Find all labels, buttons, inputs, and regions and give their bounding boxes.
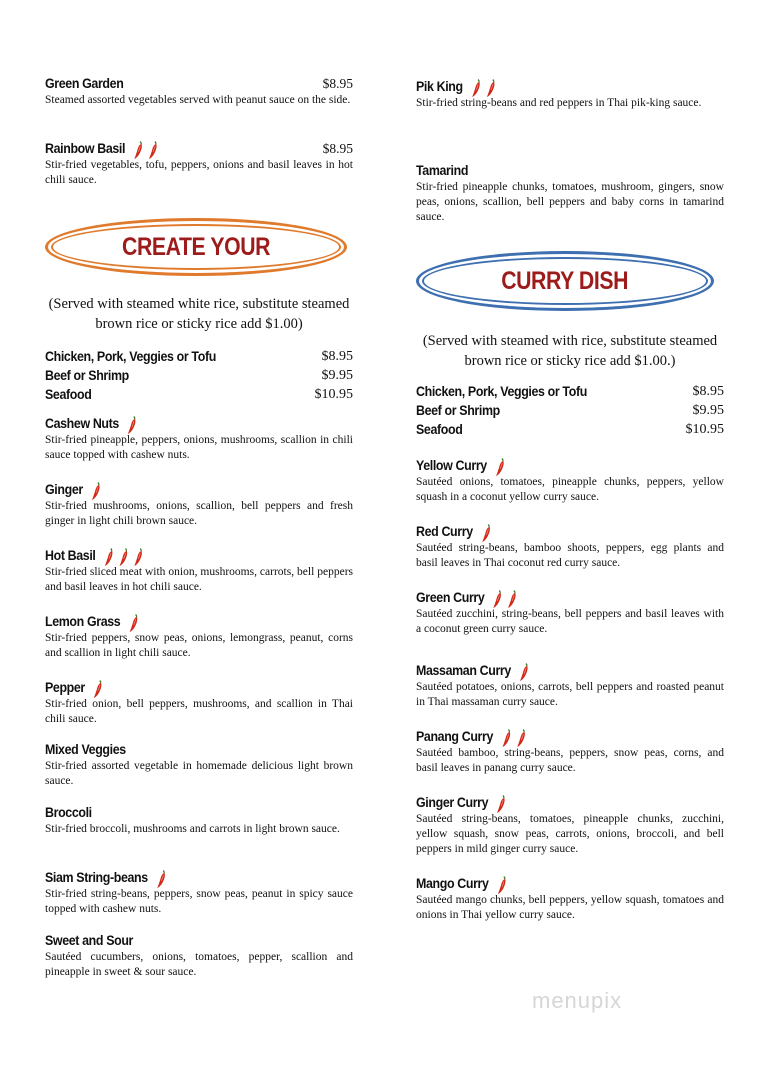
menu-item-tamarind (416, 162, 724, 225)
item-description: Stir-fried broccoli, mushrooms and carrots in light brown sauce. (45, 823, 340, 835)
spicy-indicator (476, 523, 491, 541)
item-description: Stir-fried onion, bell peppers, mushrooms, and scallion in Thai chili sauce. (45, 698, 353, 725)
item-name: Panang Curry (416, 729, 494, 744)
spicy-indicator (497, 728, 526, 746)
item-description: Sautéed onions, tomatoes, pineapple chunks, peppers, yellow squash in a coconut yellow curry sauce. (416, 476, 724, 503)
price-row: Seafood $10.95 (45, 386, 353, 402)
item-name: Rainbow Basil (45, 141, 126, 156)
item-description: Steamed assorted vegetables served with peanut sauce on the side. (45, 94, 351, 106)
item-name: Pik King (416, 79, 463, 94)
item-description: Stir-fried string-beans and red peppers in Thai pik-king sauce. (416, 97, 702, 109)
spicy-indicator (466, 78, 495, 96)
menu-item (416, 728, 724, 776)
menu-item-green-garden (45, 75, 353, 108)
item-name: Siam String-beans (45, 870, 148, 885)
menu-item (416, 523, 724, 571)
spicy-indicator (123, 415, 138, 433)
chili-pepper-icon (471, 78, 481, 96)
spicy-indicator (124, 613, 139, 631)
spicy-indicator (99, 547, 143, 565)
banner-title: CURRY DISH (501, 266, 629, 295)
chili-pepper-icon (156, 869, 166, 887)
chili-pepper-icon (493, 589, 503, 607)
chili-pepper-icon (495, 457, 505, 475)
served-note: (Served with steamed with rice, substitute steamed brown rice or sticky rice add $1.00.) (422, 333, 718, 369)
chili-pepper-icon (507, 589, 517, 607)
menu-item (45, 481, 353, 529)
item-description: Stir-fried sliced meat with onion, mushrooms, carrots, bell peppers and basil leaves in hot chili sauce. (45, 566, 353, 593)
item-description: Sautéed cucumbers, onions, tomatoes, pepper, scallion and pineapple in sweet & sour sauce. (45, 951, 353, 978)
menu-item (416, 457, 724, 505)
menu-item (45, 613, 353, 661)
item-name: Mixed Veggies (45, 742, 126, 757)
item-name: Pepper (45, 680, 85, 695)
spicy-indicator (129, 140, 158, 158)
item-description: Sautéed potatoes, onions, carrots, bell peppers and roasted peanut in Thai massaman curry sauce. (416, 681, 724, 708)
chili-pepper-icon (519, 662, 529, 680)
spicy-indicator (89, 679, 104, 697)
item-description: Sautéed string-beans, tomatoes, pineapple chunks, zucchini, yellow squash, snow peas, carrots, onions, broccoli, and bell peppers in mild ginger curry sauce. (416, 813, 724, 855)
spicy-indicator (515, 662, 530, 680)
chili-pepper-icon (148, 140, 158, 158)
price-row: Chicken, Pork, Veggies or Tofu $8.95 (416, 383, 724, 399)
item-name: Mango Curry (416, 876, 489, 891)
spicy-indicator (488, 589, 517, 607)
price-row: Beef or Shrimp $9.95 (416, 402, 724, 418)
chili-pepper-icon (127, 415, 137, 433)
item-name: Sweet and Sour (45, 933, 134, 948)
item-description: Sautéed bamboo, string-beans, peppers, snow peas, corns, and basil leaves in panang curry sauce. (416, 747, 724, 774)
item-name: Tamarind (416, 163, 469, 178)
curry-dish-banner (416, 251, 714, 311)
spicy-indicator (492, 875, 507, 893)
item-name: Lemon Grass (45, 614, 121, 629)
watermark-logo: menupix (532, 988, 623, 1013)
price-row: Seafood $10.95 (416, 421, 724, 437)
item-description: Stir-fried assorted vegetable in homemade delicious light brown sauce. (45, 760, 353, 787)
price-list (45, 347, 353, 404)
spicy-indicator (492, 794, 507, 812)
menu-item-pik-king (416, 78, 724, 111)
price-list (416, 382, 724, 439)
item-price: $8.95 (322, 140, 353, 156)
menu-item (45, 679, 353, 727)
price-row: Chicken, Pork, Veggies or Tofu $8.95 (45, 348, 353, 364)
item-description: Stir-fried pineapple, peppers, onions, mushrooms, scallion in chili sauce topped with cashew nuts. (45, 434, 353, 461)
chili-pepper-icon (93, 679, 103, 697)
item-description: Stir-fried peppers, snow peas, onions, lemongrass, peanut, corns and scallion in light chili sauce. (45, 632, 353, 659)
item-name: Broccoli (45, 805, 92, 820)
menu-item (45, 415, 353, 463)
item-description: Stir-fried mushrooms, onions, scallion, bell peppers and fresh ginger in light chili brown sauce. (45, 500, 353, 527)
item-name: Green Garden (45, 76, 124, 91)
menu-item (45, 547, 353, 595)
chili-pepper-icon (481, 523, 491, 541)
item-name: Cashew Nuts (45, 416, 119, 431)
item-name: Massaman Curry (416, 663, 511, 678)
create-your-banner (45, 218, 347, 276)
spicy-indicator (491, 457, 506, 475)
item-name: Red Curry (416, 524, 473, 539)
chili-pepper-icon (104, 547, 114, 565)
spicy-indicator (151, 869, 166, 887)
menu-item (45, 932, 353, 980)
chili-pepper-icon (497, 875, 507, 893)
item-name: Hot Basil (45, 548, 96, 563)
chili-pepper-icon (501, 728, 511, 746)
price-row: Beef or Shrimp $9.95 (45, 367, 353, 383)
menu-item-rainbow-basil (45, 140, 353, 188)
menu-item (416, 794, 724, 857)
banner-title: CREATE YOUR (121, 232, 271, 261)
item-name: Yellow Curry (416, 458, 487, 473)
chili-pepper-icon (486, 78, 496, 96)
served-note: (Served with steamed white rice, substitute steamed brown rice or sticky rice add $1.00) (48, 296, 350, 332)
chili-pepper-icon (133, 140, 143, 158)
item-description: Stir-fried vegetables, tofu, peppers, onions and basil leaves in hot chili sauce. (45, 159, 353, 186)
item-description: Stir-fried pineapple chunks, tomatoes, mushroom, gingers, snow peas, onions, scallion, bell peppers and baby corns in tamarind sauce. (416, 181, 724, 223)
menu-item (45, 869, 353, 917)
item-price: $8.95 (322, 75, 353, 91)
chili-pepper-icon (119, 547, 129, 565)
menu-item (45, 741, 353, 789)
item-description: Sautéed zucchini, string-beans, bell peppers and basil leaves with a coconut green curry sauce. (416, 608, 724, 635)
item-description: Sautéed mango chunks, bell peppers, yellow squash, tomatoes and onions in Thai yellow curry sauce. (416, 894, 724, 921)
chili-pepper-icon (516, 728, 526, 746)
spicy-indicator (87, 481, 102, 499)
menu-item (416, 589, 724, 637)
item-description: Sautéed string-beans, bamboo shoots, peppers, egg plants and basil leaves in Thai coconut red curry sauce. (416, 542, 724, 569)
chili-pepper-icon (129, 613, 139, 631)
menu-item (45, 804, 353, 837)
menu-item (416, 875, 724, 923)
chili-pepper-icon (133, 547, 143, 565)
chili-pepper-icon (496, 794, 506, 812)
menu-item (416, 662, 724, 710)
chili-pepper-icon (91, 481, 101, 499)
item-name: Green Curry (416, 590, 485, 605)
item-description: Stir-fried string-beans, peppers, snow peas, peanut in spicy sauce topped with cashew nuts. (45, 888, 353, 915)
item-name: Ginger (45, 482, 83, 497)
item-name: Ginger Curry (416, 795, 489, 810)
